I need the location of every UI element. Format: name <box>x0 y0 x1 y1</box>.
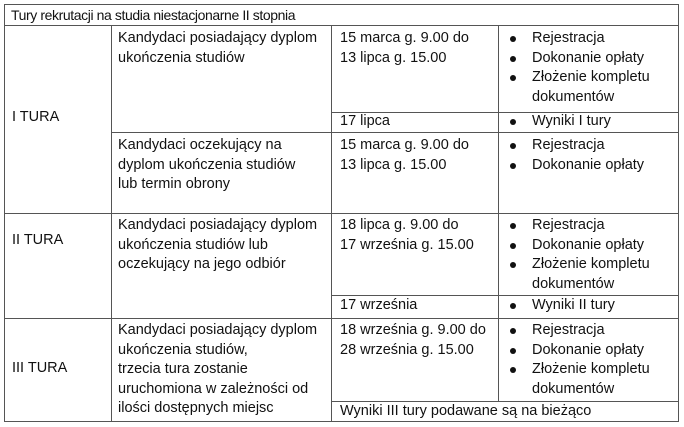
text-line: lub termin obrony <box>118 176 231 192</box>
steps-cell <box>504 29 650 107</box>
candidates-cell <box>118 321 317 419</box>
grid-line <box>4 213 679 214</box>
list-item <box>504 29 650 49</box>
text-line: Złożenie kompletu <box>532 69 650 85</box>
dates-cell <box>340 216 474 255</box>
text-line: ukończenia studiów, <box>118 341 248 358</box>
text-line: Dokonanie opłaty <box>532 49 645 66</box>
text-line: 18 września g. 9.00 do <box>340 322 486 338</box>
text-line: Kandydaci posiadający dyplom <box>118 217 318 233</box>
text-line: Złożenie kompletu <box>532 361 650 377</box>
bullet-icon <box>510 36 516 42</box>
text-line: uruchomiona w zależności od <box>118 380 309 397</box>
text-line: Kandydaci posiadający dyplom <box>118 322 318 338</box>
text-line: dyplom ukończenia studiów <box>118 156 296 173</box>
bullet-icon <box>510 143 516 149</box>
text-line: Kandydaci oczekujący na <box>118 137 282 153</box>
recruitment-table <box>4 4 679 422</box>
results-cell <box>504 112 611 132</box>
text-line: 15 marca g. 9.00 do <box>340 137 469 153</box>
text-line: 17 września g. 15.00 <box>340 236 474 253</box>
grid-line <box>4 25 5 422</box>
text-line: Kandydaci posiadający dyplom <box>118 30 318 46</box>
round-label: III TURA <box>12 360 68 376</box>
bullet-icon <box>510 367 516 373</box>
text-line: oczekujący na jego odbiór <box>118 256 286 272</box>
text-line: 13 lipca g. 15.00 <box>340 49 447 66</box>
text-line: Rejestracja <box>532 322 605 338</box>
dates-cell <box>340 136 469 175</box>
steps-cell <box>504 136 644 175</box>
round-label: I TURA <box>12 109 60 125</box>
results-date-cell: 17 lipca <box>340 113 390 129</box>
text-line: Złożenie kompletu <box>532 256 650 272</box>
text-line: Wyniki II tury <box>532 297 615 313</box>
dates-cell <box>340 321 486 360</box>
bullet-icon <box>510 328 516 334</box>
text-line: Rejestracja <box>532 30 605 46</box>
round-label: II TURA <box>12 232 64 248</box>
list-item <box>504 156 644 176</box>
text-line: 13 lipca g. 15.00 <box>340 156 447 173</box>
candidates-cell <box>118 136 295 195</box>
bullet-icon <box>510 119 516 125</box>
text-line: Wyniki I tury <box>532 113 611 129</box>
text-line: 28 września g. 15.00 <box>340 341 474 358</box>
grid-line <box>498 213 499 318</box>
grid-line <box>331 25 332 422</box>
bullet-icon <box>510 163 516 169</box>
list-item <box>504 112 611 132</box>
bullet-icon <box>510 243 516 249</box>
bullet-icon <box>510 75 516 81</box>
text-line: dokumentów <box>532 380 615 397</box>
text-line: ilości dostępnych miejsc <box>118 400 274 416</box>
text-line: dokumentów <box>532 88 615 105</box>
list-item <box>504 296 615 316</box>
grid-line <box>498 132 499 213</box>
candidates-cell <box>118 216 317 275</box>
grid-line <box>4 25 679 26</box>
list-item <box>504 68 650 107</box>
steps-cell <box>504 321 650 399</box>
list-item <box>504 341 650 361</box>
list-item <box>504 136 644 156</box>
text-line: ukończenia studiów <box>118 49 245 66</box>
results-cell <box>504 296 615 316</box>
results-date-cell: 17 września <box>340 297 418 313</box>
bullet-icon <box>510 223 516 229</box>
text-line: Dokonanie opłaty <box>532 341 645 358</box>
steps-cell <box>504 216 650 294</box>
text-line: Rejestracja <box>532 217 605 233</box>
results-note-cell: Wyniki III tury podawane są na bieżąco <box>340 403 592 419</box>
text-line: 18 lipca g. 9.00 do <box>340 217 459 233</box>
grid-line <box>498 112 499 132</box>
text-line: Rejestracja <box>532 137 605 153</box>
text-line: Dokonanie opłaty <box>532 236 645 253</box>
text-line: 15 marca g. 9.00 do <box>340 30 469 46</box>
list-item <box>504 255 650 294</box>
grid-line <box>498 25 499 112</box>
candidates-cell <box>118 29 317 68</box>
bullet-icon <box>510 348 516 354</box>
list-item <box>504 321 650 341</box>
list-item <box>504 49 650 69</box>
grid-line <box>111 132 679 133</box>
table-title: Tury rekrutacji na studia niestacjonarne II stopnia <box>4 4 679 26</box>
list-item <box>504 216 650 236</box>
grid-line <box>4 318 679 319</box>
list-item <box>504 360 650 399</box>
list-item <box>504 236 650 256</box>
bullet-icon <box>510 56 516 62</box>
grid-line <box>498 318 499 401</box>
grid-line <box>111 25 112 422</box>
dates-cell <box>340 29 469 68</box>
bullet-icon <box>510 262 516 268</box>
bullet-icon <box>510 303 516 309</box>
text-line: trzecia tura zostanie <box>118 361 248 377</box>
text-line: dokumentów <box>532 275 615 292</box>
text-line: Dokonanie opłaty <box>532 156 645 173</box>
grid-line <box>678 25 679 422</box>
text-line: ukończenia studiów lub <box>118 236 268 253</box>
